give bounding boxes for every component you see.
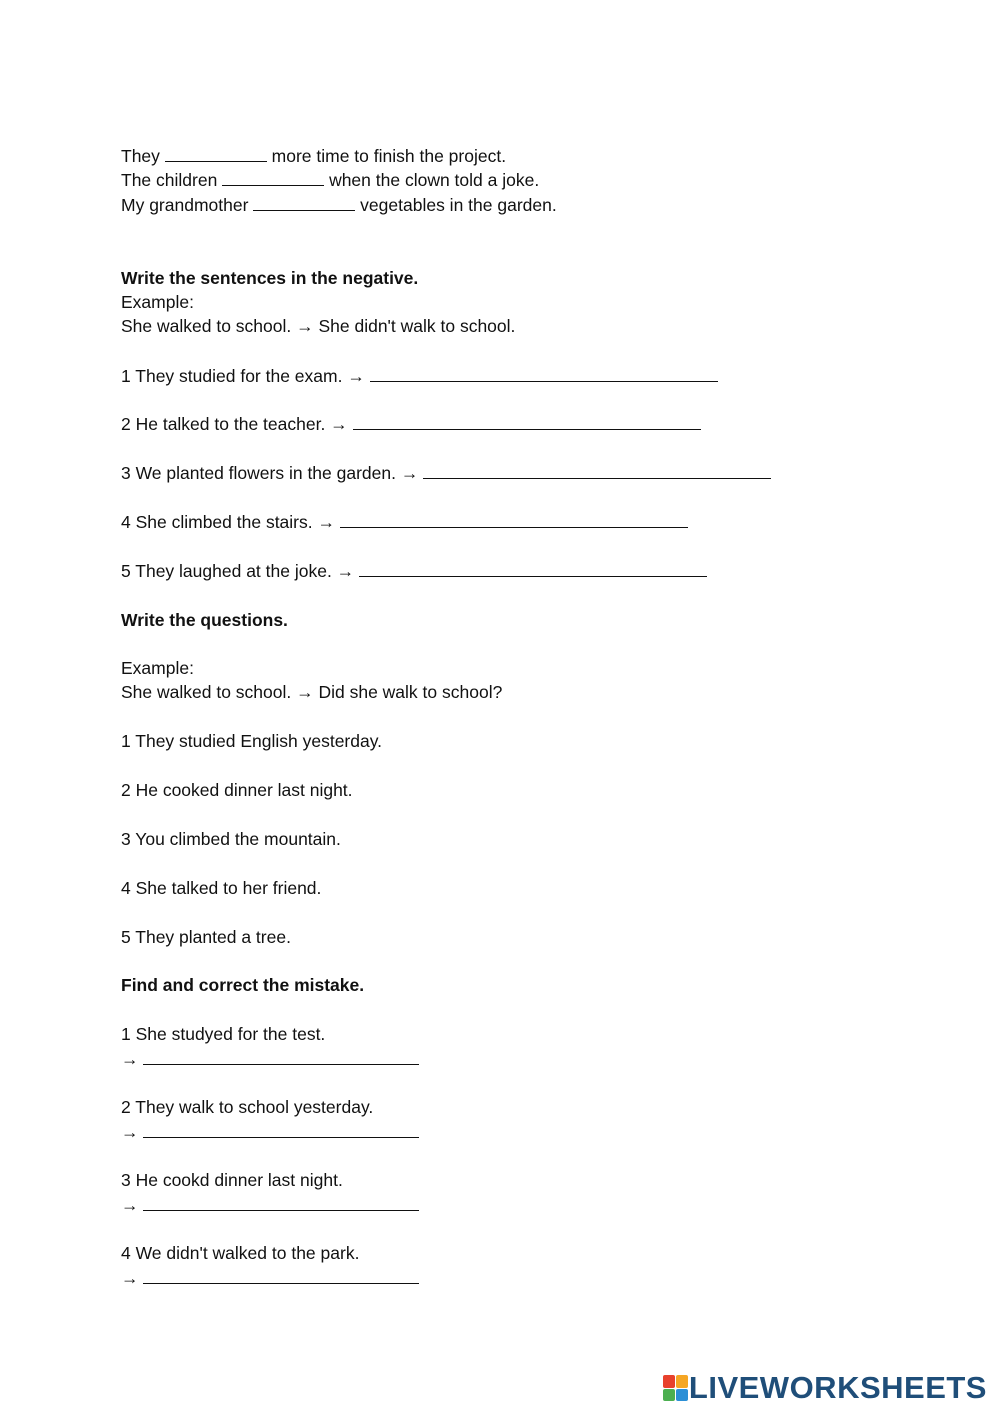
correction-line <box>121 1121 419 1143</box>
example-label: Example: <box>121 292 194 312</box>
answer-line[interactable] <box>143 1194 419 1211</box>
example-label: Example: <box>121 658 194 678</box>
sentence-start: They <box>121 146 160 166</box>
fill-in-sentence <box>121 145 506 167</box>
mistake-item: 1 She studyed for the test. <box>121 1024 326 1044</box>
sentence-start: My grandmother <box>121 195 249 215</box>
section-heading-questions: Write the questions. <box>121 610 288 630</box>
answer-blank[interactable] <box>165 145 267 162</box>
logo-square-green <box>663 1389 675 1402</box>
example-sentence: She walked to school. → She didn't walk to school. <box>121 316 516 336</box>
negative-item <box>121 560 707 582</box>
arrow-icon: → <box>121 1122 139 1142</box>
arrow-icon: → <box>121 1195 139 1215</box>
question-item: 2 He cooked dinner last night. <box>121 780 353 800</box>
fill-in-sentence <box>121 169 539 191</box>
answer-blank[interactable] <box>253 194 355 211</box>
logo-square-red <box>663 1375 675 1388</box>
negative-item <box>121 413 701 435</box>
item-text: 5 They laughed at the joke. → <box>121 561 355 581</box>
negative-item <box>121 462 771 484</box>
sentence-end: more time to finish the project. <box>271 146 507 166</box>
logo-square-blue <box>676 1389 688 1402</box>
answer-line[interactable] <box>359 560 707 577</box>
answer-blank[interactable] <box>222 169 324 186</box>
negative-item <box>121 365 718 387</box>
answer-line[interactable] <box>143 1048 419 1065</box>
logo-text: LIVEWORKSHEETS <box>688 1370 987 1405</box>
sentence-start: The children <box>121 170 218 190</box>
sentence-end: vegetables in the garden. <box>360 195 557 215</box>
correction-line <box>121 1267 419 1289</box>
liveworksheets-logo <box>663 1372 987 1404</box>
sentence-end: when the clown told a joke. <box>329 170 540 190</box>
mistake-item: 2 They walk to school yesterday. <box>121 1097 374 1117</box>
logo-square-orange <box>676 1375 688 1388</box>
correction-line <box>121 1194 419 1216</box>
fill-in-sentence <box>121 194 557 216</box>
section-heading-negative: Write the sentences in the negative. <box>121 268 419 288</box>
answer-line[interactable] <box>423 462 771 479</box>
mistake-item: 4 We didn't walked to the park. <box>121 1243 360 1263</box>
question-item: 1 They studied English yesterday. <box>121 731 383 751</box>
question-item: 5 They planted a tree. <box>121 927 291 947</box>
answer-line[interactable] <box>353 413 701 430</box>
arrow-icon: → <box>121 1268 139 1288</box>
item-text: 1 They studied for the exam. → <box>121 366 365 386</box>
correction-line <box>121 1048 419 1070</box>
question-item: 4 She talked to her friend. <box>121 878 322 898</box>
question-item: 3 You climbed the mountain. <box>121 829 341 849</box>
answer-line[interactable] <box>143 1121 419 1138</box>
answer-line[interactable] <box>340 511 688 528</box>
section-heading-mistakes: Find and correct the mistake. <box>121 975 365 995</box>
item-text: 4 She climbed the stairs. → <box>121 512 335 532</box>
item-text: 2 He talked to the teacher. → <box>121 414 348 434</box>
answer-line[interactable] <box>370 365 718 382</box>
answer-line[interactable] <box>143 1267 419 1284</box>
negative-item <box>121 511 688 533</box>
arrow-icon: → <box>121 1049 139 1069</box>
logo-mark-icon <box>663 1375 687 1401</box>
item-text: 3 We planted flowers in the garden. → <box>121 463 419 483</box>
example-sentence: She walked to school. → Did she walk to school? <box>121 682 503 702</box>
mistake-item: 3 He cookd dinner last night. <box>121 1170 343 1190</box>
